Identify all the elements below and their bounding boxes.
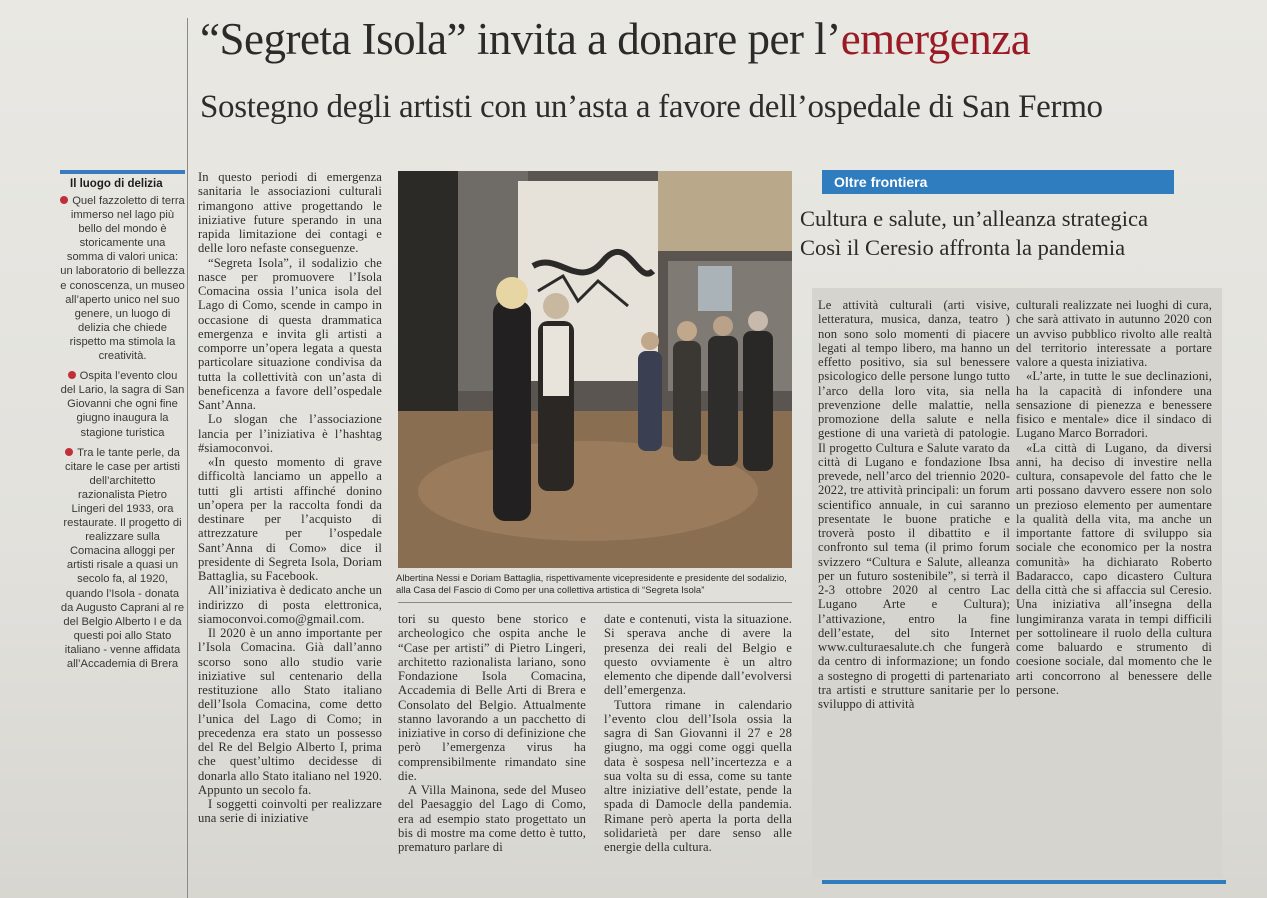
article-photo: [398, 171, 792, 568]
article-column-2: [398, 612, 586, 892]
sidebar-item: [60, 194, 185, 363]
sidebox-column-2: [1016, 298, 1212, 870]
caption-rule: [398, 602, 792, 603]
bullet-icon: [65, 448, 73, 456]
article-paragraph: Tuttora rimane in calendario l’evento clou dell’Isola ossia la sagra di San Giovanni il 27 e 28 giugno, ma oggi come oggi quella data è sospesa nell’incertezza e a sua volta su di essa, come su tante altre iniziative dell’estate, pende la spada di Damocle della pandemia. Rimane però aperta la porta della solidarietà per dare senso alle energie della cultura.: [604, 697, 792, 854]
headline: [200, 10, 1260, 68]
sidebar-heading: Il luogo di delizia: [70, 178, 163, 190]
article-paragraph: «In questo momento di grave difficoltà lanciamo un appello a tutti gli artisti affinché donino un’opera per la raccolta fondi da destinare per l’acquisto di attrezzature per l’ospedale Sant’Anna di Como» dice il presidente di Segreta Isola, Doriam Battaglia, su Facebook.: [198, 455, 382, 583]
sidebox-headline-line-2: Così il Ceresio affronta la pandemia: [800, 235, 1126, 260]
sidebar-item: [60, 446, 185, 672]
sidebar-item-text: Tra le tante perle, da citare le case per artisti dell’architetto razionalista Pietro Lingeri del 1933, ora restaurate. Il progetto di realizzare sulla Comacina alloggi per artisti risale a quasi un secolo fa, al 1920, quando l’Isola - donata da Augusto Caprani al re del Belgio Alberto I e da questi poi allo Stato italiano - venne affidata all’Accademia di Brera: [60, 446, 185, 670]
sidebar-box: [60, 170, 185, 677]
article-paragraph: date e contenuti, vista la situazione. Si sperava anche di avere la presenza dei reali del Belgio e questo ovviamente è un altro elemento che dipende dall’evolversi dell’emergenza.: [604, 612, 792, 698]
bullet-icon: [60, 196, 68, 204]
subheadline: Sostegno degli artisti con un’asta a favore dell’ospedale di San Fermo: [200, 89, 1103, 125]
sidebox-headline: [800, 204, 1180, 262]
sidebar-item-text: Quel fazzoletto di terra immerso nel lago più bello del mondo è storicamente una somma di valori unica: un laboratorio di bellezza e conoscenza, un museo all’aperto unico nel suo genere, un luogo di delizia che chiede rispetto ma stimola la creatività.: [60, 195, 185, 363]
photo-caption: Albertina Nessi e Doriam Battaglia, rispettivamente vicepresidente e presidente del sodalizio, alla Casa del Fascio di Como per una collettiva artistica di “Segreta Isola”: [396, 573, 787, 596]
sidebox-paragraph: «L’arte, in tutte le sue declinazioni, ha la capacità di infondere una sensazione di pienezza e benessere fisico e mentale» dice il sindaco di Lugano Marco Borradori.: [1016, 369, 1212, 441]
sidebox-column-1: [818, 298, 1010, 870]
article-paragraph: All’iniziativa è dedicato anche un indirizzo di posta elettronica, siamoconvoi.como@gmail.com.: [198, 583, 382, 626]
sidebox-bottom-rule: [822, 880, 1226, 884]
column-divider: [187, 18, 188, 898]
sidebar-item-text: Ospita l’evento clou del Lario, la sagra di San Giovanni che ogni fine giugno inaugura la stagione turistica: [60, 370, 185, 439]
article-column-3: [604, 612, 792, 892]
oltre-frontiera-box: [822, 170, 1174, 194]
sidebox-paragraph: «La città di Lugano, da diversi anni, ha deciso di investire nella cultura, consapevole del fatto che le arti possano davvero essere non solo un prezioso elemento per aumentare la qualità della vita, ma anche un importante fattore di sviluppo sia sociale che economico per la nostra comunità» ha dichiarato Roberto Badaracco, capo dicastero Cultura della città che si affaccia sul Ceresio. Una iniziativa all’insegna della lungimiranza varata in tempi difficili per sottolineare il ruolo della cultura come baluardo e strumento di coesione sociale, dal momento che le arti concorrono al benessere delle persone.: [1016, 440, 1212, 697]
article-paragraph: In questo periodi di emergenza sanitaria le associazioni culturali rimangono attive progettando le iniziative future sperando in una rapida limitazione dei contagi e delle loro nefaste conseguenze.: [198, 170, 382, 256]
article-paragraph: Il 2020 è un anno importante per l’Isola Comacina. Già dall’anno scorso sono allo studio varie iniziative sul centenario della restituzione allo Stato italiano dell’Isola Comacina, come detto l’unica del Lago di Como; in precedenza era stato un possesso del Re del Belgio Alberto I, prima che quest’ultimo decidesse di donarla allo Stato italiano nel 1920. Appunto un secolo fa.: [198, 626, 382, 797]
sidebox-headline-line-1: Cultura e salute, un’alleanza strategica: [800, 206, 1148, 231]
article-paragraph: Lo slogan che l’associazione lancia per l’iniziativa è l’hashtag #siamoconvoi.: [198, 412, 382, 455]
sidebar-item: [60, 369, 185, 439]
section-band: Oltre frontiera: [822, 170, 1174, 194]
bullet-icon: [68, 371, 76, 379]
sidebox-paragraph: culturali realizzate nei luoghi di cura, che sarà attivato in autunno 2020 con un avviso pubblico rivolto alle realtà del territorio interessate a portare valore a questa iniziativa.: [1016, 298, 1212, 369]
article-paragraph: tori su questo bene storico e archeologico che ospita anche le “Case per artisti” di Pietro Lingeri, architetto razionalista lariano, sono Fondazione Isola Comacina, Accademia di Belle Arti di Brera e Consolato del Belgio. Attualmente stanno lavorando a un pacchetto di iniziative in corso di definizione che però l’emergenza virus ha comprensibilmente rimandato sine die.: [398, 612, 586, 783]
sidebar-rule: [60, 170, 185, 174]
article-paragraph: I soggetti coinvolti per realizzare una serie di iniziative: [198, 797, 382, 826]
article-paragraph: A Villa Mainona, sede del Museo del Paesaggio del Lago di Como, era ad esempio stato progettato un bis di mostre ma come detto è tutto, prematuro parlare di: [398, 783, 586, 854]
sidebox-paragraph: Le attività culturali (arti visive, letteratura, musica, danza, teatro ) non sono solo momenti di piacere legati al tempo libero, ma hanno un effetto positivo, sia sul benessere psicologico delle persone lungo tutto l’arco della loro vita, sia nella prevenzione delle malattie, nella promozione della salute e nella gestione di una varietà di patologie. Il progetto Cultura e Salute varato da città di Lugano e fondazione Ibsa prevede, nell’arco del triennio 2020-2022, tre attività principali: un forum scientifico annuale, in cui saranno presentate le buone pratiche e troverà posto il dibattito e il confronto sul tema (il primo forum svizzero “Cultura e Salute, alleanza per un futuro sostenibile”, si terrà il 2-3 ottobre 2020 al centro Lac Lugano Arte e Cultura); l’attivazione, entro la fine dell’estate, del sito Internet www.culturaesalute.ch che fungerà da centro di informazione; un fondo a sostegno di progetti di partenariato tra artisti e strutture sanitarie per lo sviluppo di attività: [818, 298, 1010, 711]
photo-illustration: [398, 171, 792, 568]
article-paragraph: “Segreta Isola”, il sodalizio che nasce per promuovere l’Isola Comacina ossia l’unica isola del Lago di Como, scende in campo in occasione di questa drammatica emergenza e invita gli artisti a comporre un’opera legata a questa particolare situazione condivisa da tutta la collettività con un’asta di beneficenza a favore dell’ospedale Sant’Anna.: [198, 255, 382, 412]
headline-main: “Segreta Isola” invita a donare per l’: [200, 14, 841, 64]
headline-accent-word: emergenza: [840, 14, 1031, 64]
article-column-1: [198, 170, 382, 890]
